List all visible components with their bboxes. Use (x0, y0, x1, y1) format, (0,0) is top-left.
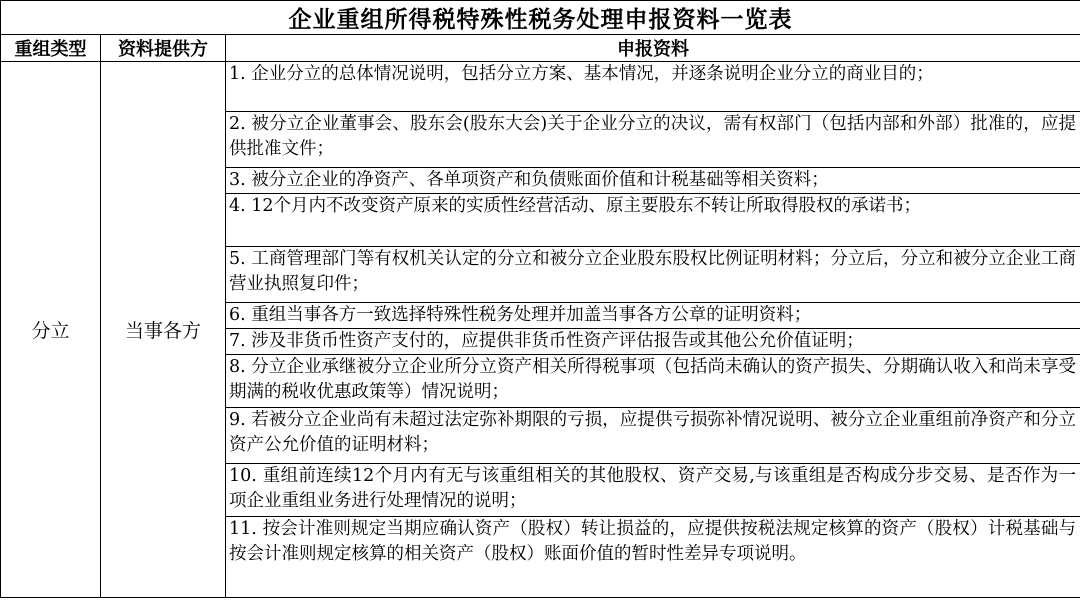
header-provider: 资料提供方 (101, 35, 226, 62)
material-item-2: 2. 被分立企业董事会、股东会(股东大会)关于企业分立的决议，需有权部门（包括内部和外部）批准的，应提供批准文件； (226, 112, 1080, 168)
header-row (1, 35, 1080, 62)
material-item-1: 1. 企业分立的总体情况说明，包括分立方案、基本情况，并逐条说明企业分立的商业目的； (226, 62, 1080, 112)
table-title: 企业重组所得税特殊性税务处理申报资料一览表 (1, 1, 1080, 35)
material-item-10: 10. 重组前连续12个月内有无与该重组相关的其他股权、资产交易,与该重组是否构成分步交易、是否作为一项企业重组业务进行处理情况的说明； (226, 464, 1080, 517)
reorg-type-cell: 分立 (1, 62, 101, 598)
material-item-9: 9. 若被分立企业尚有未超过法定弥补期限的亏损，应提供亏损弥补情况说明、被分立企业重组前净资产和分立资产公允价值的证明材料； (226, 408, 1080, 464)
material-item-3: 3. 被分立企业的净资产、各单项资产和负债账面价值和计税基础等相关资料； (226, 168, 1080, 194)
table-row (1, 62, 1080, 112)
material-item-4: 4. 12个月内不改变资产原来的实质性经营活动、原主要股东不转让所取得股权的承诺书； (226, 194, 1080, 247)
material-item-5: 5. 工商管理部门等有权机关认定的分立和被分立企业股东股权比例证明材料；分立后，分立和被分立企业工商营业执照复印件； (226, 247, 1080, 303)
header-reorg-type: 重组类型 (1, 35, 101, 62)
material-item-8: 8. 分立企业承继被分立企业所分立资产相关所得税事项（包括尚未确认的资产损失、分期确认收入和尚未享受期满的税收优惠政策等）情况说明； (226, 355, 1080, 408)
provider-cell: 当事各方 (101, 62, 226, 598)
header-materials: 申报资料 (226, 35, 1080, 62)
material-item-11: 11. 按会计准则规定当期应确认资产（股权）转让损益的，应提供按税法规定核算的资产（股权）计税基础与按会计准则规定核算的相关资产（股权）账面价值的暂时性差异专项说明。 (226, 517, 1080, 598)
material-item-6: 6. 重组当事各方一致选择特殊性税务处理并加盖当事各方公章的证明资料； (226, 303, 1080, 329)
material-item-7: 7. 涉及非货币性资产支付的，应提供非货币性资产评估报告或其他公允价值证明； (226, 329, 1080, 355)
